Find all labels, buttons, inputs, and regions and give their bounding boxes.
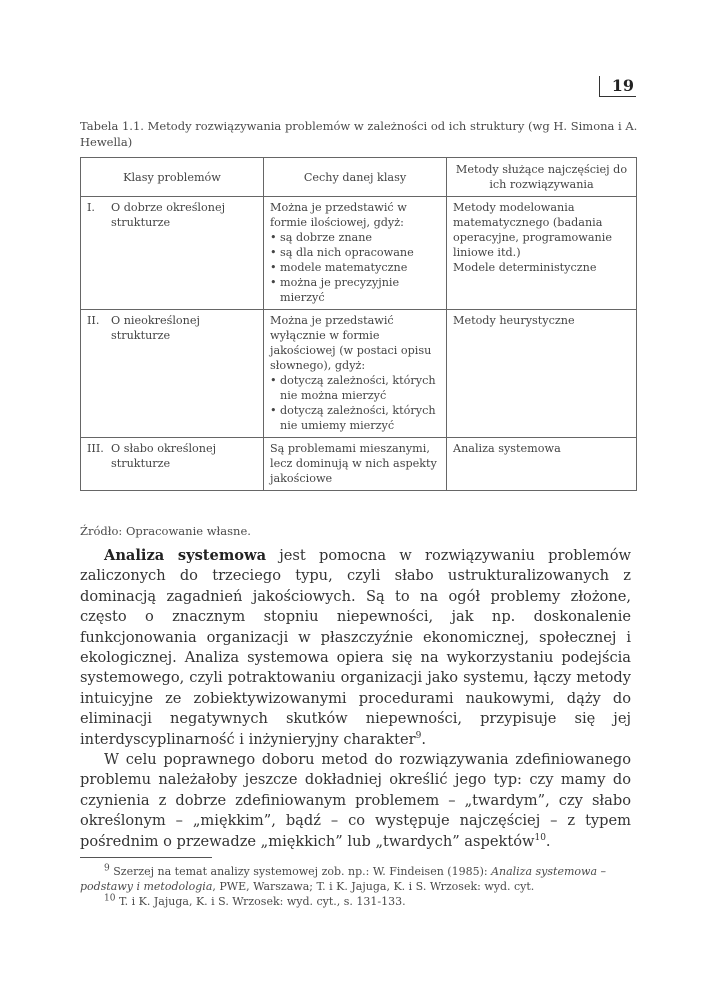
page-number: 19 [599, 76, 636, 97]
features-cell [264, 197, 447, 310]
footnotes [80, 864, 636, 909]
methods-text: Metody heurystyczne [453, 314, 575, 327]
footnote [80, 894, 636, 909]
methods-table [80, 157, 637, 491]
paragraph-text: jest pomocna w rozwiązywaniu problemów zaliczonych do trzeciego typu, czyli słabo ustrukturalizowanych z dominacją zagadnień jakościowych. Są to na ogół problemy złożone, często o znacznym stopniu niepewności, jak np. doskonalenie funkcjonowania organizacji w płaszczyźnie ekonomicznej, społecznej i ekologicznej. Analiza systemowa opiera się na wykorzystaniu podejścia systemowego, czyli potraktowaniu organizacji jako systemu, łączy metody intuicyjne ze zobiektywizowanymi procedurami naukowymi, dąży do eliminacji negatywnych skutków niepewności, przypisuje się jej interdyscyplinarność i inżynieryjny charakter [80, 547, 631, 748]
table-row [81, 310, 637, 438]
footnote-ref: 10 [534, 832, 546, 843]
methods-cell [447, 310, 637, 438]
class-name: O nieokreślonej strukturze [111, 314, 200, 342]
footnote-text: Szerzej na temat analizy systemowej zob. np.: W. Findeisen (1985): [113, 865, 492, 878]
paragraph [80, 750, 631, 852]
paragraph [80, 546, 631, 750]
footnote-divider [80, 857, 212, 858]
footnote-mark: 10 [104, 893, 116, 904]
class-name: O słabo określonej strukturze [111, 442, 217, 470]
methods-cell [447, 438, 637, 491]
header-class-features: Cechy danej klasy [264, 158, 447, 197]
footnote-ref: 9 [415, 730, 422, 741]
footnote-mark: 9 [104, 863, 110, 874]
class-cell [81, 197, 264, 310]
feature-item: • dotyczą zależności, których nie umiemy mierzyć [270, 403, 440, 433]
methods-text: Metody modelowania matematycznego (badania operacyjne, programowanie liniowe itd.) [453, 201, 612, 259]
class-number: I. [87, 201, 95, 214]
header-problem-classes: Klasy problemów [81, 158, 264, 197]
paragraph-end: . [545, 832, 551, 850]
features-list [270, 230, 440, 305]
bold-term: Analiza systemowa [104, 547, 267, 564]
class-name: O dobrze określonej strukturze [111, 201, 226, 229]
feature-item: • są dla nich opracowane [270, 245, 440, 260]
methods-text-secondary: Modele deterministyczne [453, 261, 597, 274]
feature-item: • są dobrze znane [270, 230, 440, 245]
body-text [80, 546, 631, 852]
class-cell [81, 438, 264, 491]
table-row [81, 197, 637, 310]
footnote-text-end: , PWE, Warszawa; T. i K. Jajuga, K. i S. Wrzosek: wyd. cyt. [212, 880, 535, 893]
paragraph-text: W celu poprawnego doboru metod do rozwiązywania zdefiniowanego problemu należałoby jeszcze dokładniej określić jego typ: czy mamy do czynienia z dobrze zdefiniowanym problemem – „twardym”, czy słabo określonym – „miękkim”, bądź – co występuje najczęściej – z typem pośrednim o przewadze „miękkich” lub „twardych” aspektów [80, 751, 631, 850]
feature-item: • dotyczą zależności, których nie można mierzyć [270, 373, 440, 403]
features-list [270, 373, 440, 433]
footnote [80, 864, 636, 894]
header-solution-methods: Metody służące najczęściej do ich rozwiązywania [447, 158, 637, 197]
table-source: Źródło: Opracowanie własne. [80, 524, 251, 538]
features-intro: Są problemami mieszanymi, lecz dominują w nich aspekty jakościowe [270, 442, 437, 485]
features-intro: Można je przedstawić w formie ilościowej, gdyż: [270, 201, 407, 229]
feature-item: • modele matematyczne [270, 260, 440, 275]
class-number: II. [87, 314, 100, 327]
footnote-text: T. i K. Jajuga, K. i S. Wrzosek: wyd. cyt., s. 131-133. [118, 895, 406, 908]
table-row [81, 438, 637, 491]
features-cell [264, 438, 447, 491]
features-intro: Można je przedstawić wyłącznie w formie jakościowej (w postaci opisu słownego), gdyż: [270, 314, 432, 372]
class-number: III. [87, 442, 104, 455]
methods-cell [447, 197, 637, 310]
feature-item: • można je precyzyjnie mierzyć [270, 275, 440, 305]
paragraph-end: . [421, 730, 426, 748]
methods-text: Analiza systemowa [453, 442, 561, 455]
footnote-title: Analiza systemowa – podstawy i metodologia [80, 865, 606, 893]
features-cell [264, 310, 447, 438]
class-cell [81, 310, 264, 438]
table-caption: Tabela 1.1. Metody rozwiązywania problemów w zależności od ich struktury (wg H. Simona i A. Hewella) [80, 119, 638, 149]
table-header-row [81, 158, 637, 197]
